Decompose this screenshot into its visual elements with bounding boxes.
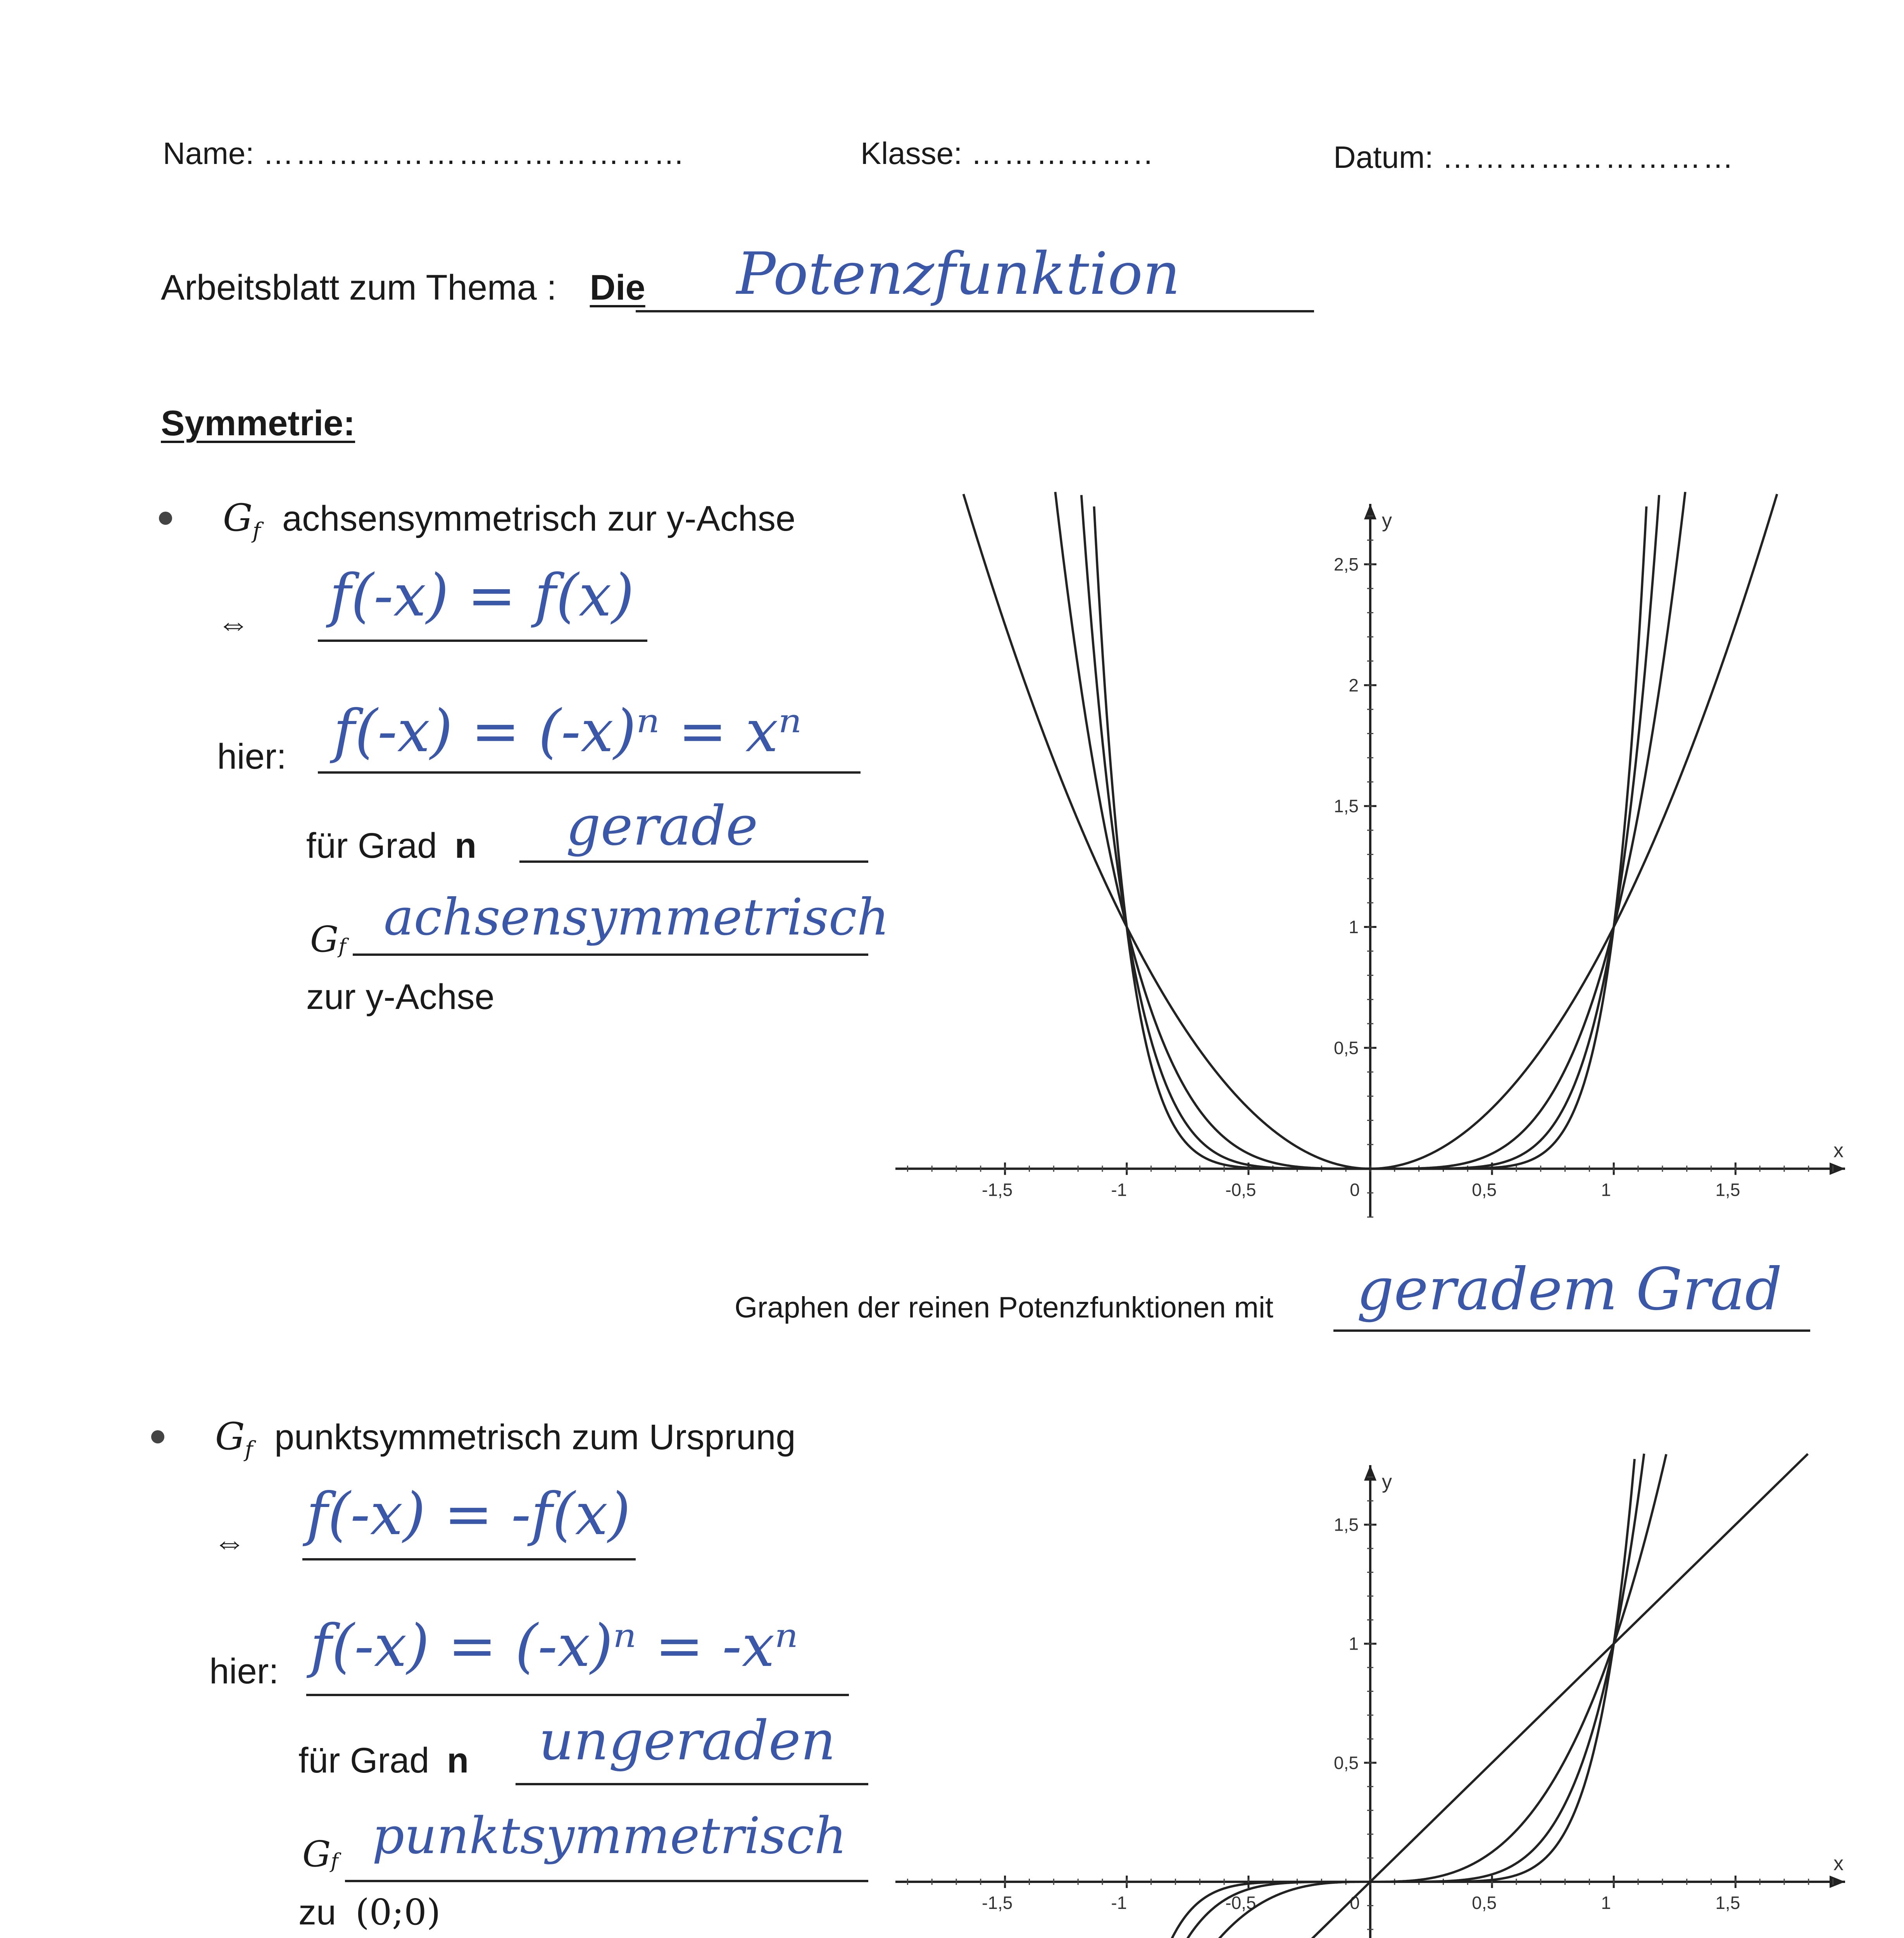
point-gf2	[302, 1833, 338, 1875]
x-tick-label: -1	[1111, 1179, 1127, 1200]
x-tick-label: -0,5	[1225, 1179, 1256, 1200]
title-prefix: Arbeitsblatt zum Thema :	[161, 268, 557, 307]
x-tick-label: -1,5	[982, 1893, 1013, 1913]
x-axis-label: x	[1833, 1852, 1844, 1875]
x-tick-label: 0,5	[1472, 1893, 1497, 1913]
x-tick-label: 0	[1350, 1179, 1360, 1200]
y-axis-arrow	[1364, 504, 1376, 519]
axial-sym-hand: achsensymmetrisch	[384, 888, 890, 947]
axial-grad-n: n	[455, 826, 477, 866]
axial-gf2	[310, 919, 346, 960]
bullet-icon	[151, 1430, 164, 1443]
y-tick-label: 1,5	[1334, 1514, 1359, 1535]
name-dots: …………………………………	[262, 136, 686, 171]
axial-grad-label: für Grad	[306, 826, 437, 866]
x-axis-arrow	[1830, 1876, 1845, 1888]
x-tick-label: 1	[1601, 1179, 1611, 1200]
gf2-symbol: G	[310, 919, 339, 960]
axial-sym-line	[353, 953, 868, 956]
point-hier-line	[306, 1694, 849, 1696]
y-axis-arrow	[1364, 1465, 1376, 1481]
point-equiv-hand: f(-x) = -f(x)	[306, 1481, 631, 1548]
axial-grad-hand: gerade	[566, 795, 758, 858]
point-hier-label: hier:	[209, 1652, 279, 1691]
point-grad-line	[516, 1783, 868, 1785]
equivalence-icon: ⇔	[213, 1524, 246, 1560]
y-tick-label: 2,5	[1334, 554, 1359, 574]
title-underline	[636, 310, 1314, 312]
gf2-subscript: f	[331, 1850, 338, 1873]
class-field	[861, 136, 1154, 171]
axial-hier-hand: f(-x) = (-x)ⁿ = xⁿ	[333, 698, 802, 765]
date-label: Datum:	[1333, 140, 1433, 174]
point-sym-line	[345, 1880, 868, 1882]
class-label: Klasse:	[861, 136, 962, 171]
class-dots: ……………..	[971, 136, 1154, 171]
y-tick-label: 1	[1349, 917, 1359, 937]
point-grad-label: für Grad	[298, 1741, 429, 1780]
title-handwritten: Potenzfunktion	[736, 240, 1180, 308]
x-axis-arrow	[1830, 1162, 1845, 1175]
name-label: Name:	[163, 136, 254, 171]
point-sym-hand: punktsymmetrisch	[372, 1806, 847, 1865]
x-tick-label: -0,5	[1225, 1893, 1256, 1913]
bullet-icon	[159, 512, 172, 525]
x-tick-label: 1	[1601, 1893, 1611, 1913]
axial-grad-line	[519, 860, 868, 863]
y-tick-label: 0,5	[1334, 1038, 1359, 1058]
date-field	[1333, 140, 1735, 175]
axial-caption-line	[1333, 1329, 1810, 1332]
odd-power-chart	[895, 1465, 1845, 1938]
name-field	[163, 136, 686, 171]
x-tick-label: -1	[1111, 1893, 1127, 1913]
point-grad	[298, 1740, 469, 1781]
axial-caption: Graphen der reinen Potenzfunktionen mit	[735, 1291, 1273, 1324]
y-tick-label: 1,5	[1334, 796, 1359, 816]
point-hier-hand: f(-x) = (-x)ⁿ = -xⁿ	[310, 1612, 799, 1680]
x-tick-label: 1,5	[1715, 1893, 1740, 1913]
gf-symbol: G	[215, 1415, 245, 1458]
x-tick-label: 1,5	[1715, 1179, 1740, 1200]
y-axis-label: y	[1382, 509, 1392, 532]
gf-symbol: G	[223, 496, 253, 540]
axial-caption-hand: geradem Grad	[1357, 1256, 1782, 1323]
axial-equiv-hand: f(-x) = f(x)	[329, 562, 635, 629]
axial-zur: zur y-Achse	[306, 977, 495, 1017]
equivalence-icon: ⇔	[217, 605, 250, 641]
x-axis-label: x	[1833, 1139, 1844, 1162]
point-zu	[298, 1891, 441, 1933]
y-tick-label: 1	[1349, 1633, 1359, 1654]
section-heading: Symmetrie:	[161, 403, 355, 443]
y-tick-label: 2	[1349, 675, 1359, 695]
axial-equiv-line	[318, 640, 647, 642]
gf2-subscript: f	[338, 935, 346, 959]
point-heading-text: punktsymmetrisch zum Ursprung	[274, 1417, 796, 1457]
even-power-chart	[895, 504, 1845, 1217]
x-tick-label: 0	[1350, 1893, 1360, 1913]
axial-heading-text: achsensymmetrisch zur y-Achse	[282, 499, 796, 538]
gf2-symbol: G	[302, 1833, 331, 1875]
axial-grad	[306, 826, 476, 866]
point-equiv-line	[302, 1558, 636, 1560]
point-grad-n: n	[447, 1741, 469, 1780]
worksheet-title	[161, 267, 645, 308]
point-grad-hand: ungeraden	[539, 1709, 836, 1772]
axial-heading	[223, 496, 795, 543]
title-die: Die	[590, 268, 645, 307]
date-dots: ………………………	[1442, 140, 1735, 174]
gf-subscript: f	[245, 1437, 253, 1462]
axial-hier-label: hier:	[217, 737, 286, 776]
gf-subscript: f	[252, 518, 261, 544]
x-tick-label: -1,5	[982, 1179, 1013, 1200]
point-zu-label: zu	[298, 1893, 336, 1932]
point-heading	[215, 1415, 796, 1462]
point-zu-origin: (0;0)	[355, 1891, 441, 1933]
y-axis-label: y	[1382, 1471, 1392, 1493]
axial-hier-line	[318, 771, 861, 774]
x-tick-label: 0,5	[1472, 1179, 1497, 1200]
y-tick-label: 0,5	[1334, 1752, 1359, 1773]
